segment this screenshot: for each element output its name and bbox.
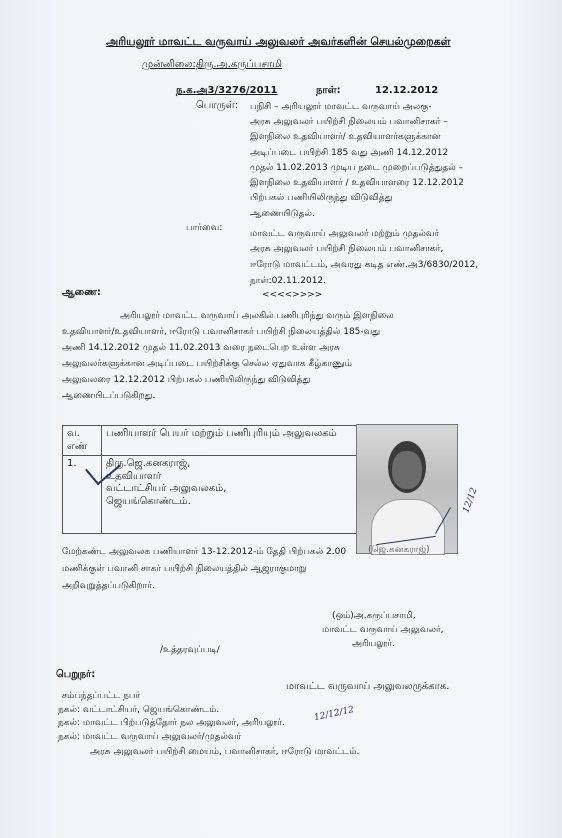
- reference-line: அரசு அலுவலர் பயிற்சி நிலையம் பவானிசாகர்,: [250, 244, 444, 254]
- relieve-line: அறிவுறுத்தப்படுகிறார்.: [62, 581, 155, 591]
- reference-line: ஈரோடு மாவட்டம், அவரது கடித எண்.அ3/6830/2012,: [250, 260, 479, 270]
- handwritten-initials: 12/12/12: [313, 704, 355, 724]
- photo-face: [392, 451, 422, 489]
- subject-line: இளநிலை உதவியாளர்/ உதவியாளர்களுக்கான: [250, 132, 441, 142]
- order-line: ஆணையிடப்படுகிறது.: [62, 391, 156, 401]
- relieve-line: மேற்கண்ட அலுவலக பணியாளர் 13-12.2012-ம் தேதி பிற்பகல் 2.00: [62, 547, 347, 557]
- subject-line: அரசு அலுவலர் பயிற்சி நிலையம் பவானிசாகர் –: [250, 117, 448, 127]
- reference-number: ந.க.அ3/3276/2011: [176, 85, 278, 96]
- order-line: அலுவலரை 12.12.2012 பிற்பகல் பணியிலிருந்து விடுவித்து: [62, 375, 311, 385]
- subject-line: முதல் 11.02.2013 முடிய நடை முறைப்படுத்துதல் –: [250, 163, 464, 173]
- column-header-sl: வ. எண்: [63, 426, 102, 456]
- subject-line: இளநிலை உதவியாளர் / உதவியாளரை 12.12.2012: [250, 178, 464, 188]
- signatory-designation: மாவட்ட வருவாய் அலுவலர்,: [322, 625, 444, 635]
- employee-photo: [356, 424, 458, 554]
- employee-cell: [102, 456, 362, 534]
- employee-location: ஜெயங்கொண்டம்.: [106, 495, 191, 507]
- distribution-line: சம்பந்தப்பட்ட நபர்: [62, 691, 141, 701]
- signatory-name: (ஒம்)அ.கருப்பசாமி,: [332, 611, 416, 621]
- true-copy-note: /உத்தரவுப்படி/: [160, 645, 220, 655]
- order-line: அணி 14.12.2012 முதல் 11.02.2013 வரை நடைபெற உள்ள அரசு: [62, 343, 340, 353]
- employee-name: திரு.ஜெ.கனகராஜ்,: [106, 458, 191, 469]
- distribution-line: நகல்: மாவட்ட வருவாய் அலுவலர்/முதல்வர்: [58, 732, 242, 742]
- office-title: அரியலூர் மாவட்ட வருவாய் அலுவலர் அவர்களின் செயல்முறைகள்: [106, 35, 451, 48]
- signatory-place: அரியலூர்.: [352, 639, 395, 649]
- order-line: உதவியாளர்/உதவியாளர், ஈரோடு பவானிசாகர் பயிற்சி நிலையத்தில் 185-வது: [62, 327, 381, 337]
- reference-line: நாள்:02.11.2012.: [250, 276, 327, 286]
- column-header-name: பணியாளர் பெயர் மற்றும் பணிபுரியும் அலுவலகம்: [102, 426, 362, 456]
- relieve-line: மணிக்குள் பவானி சாகர் பயிற்சி நிலையத்தில் ஆஜராகுமாறு: [62, 564, 307, 574]
- employee-office: வட்டாட்சியர் அலுவலகம்,: [106, 483, 227, 494]
- order-line: அலுவலர்களுக்கான அடிப்படை பயிற்சிக்கு செல்ல ஏதுவாக கீழ்காணும்: [62, 359, 352, 369]
- subject-line: பிற்பகல் பணியிலிருந்து விடுவித்து: [250, 193, 393, 203]
- reference-line: மாவட்ட வருவாய் அலுவலர் மற்றும் முதல்வர்: [250, 229, 440, 239]
- officer-line: முன்னிலை:திரு.அ.கருப்பசாமி: [142, 59, 282, 70]
- subject-line: அடிப்படை பயிற்சி 185 வது அணி 14.12.2012: [250, 148, 449, 158]
- reference-label: பார்வை:: [186, 223, 223, 233]
- employee-designation: உதவியாளர்: [106, 470, 162, 482]
- handwritten-initials: 12/12: [461, 486, 480, 515]
- sl-cell: 1.: [63, 456, 102, 534]
- distribution-line: நகல்: மாவட்ட பிற்படுத்தோர் நல அலுவலர், அரியலூர்.: [58, 718, 285, 728]
- photo-caption: (ஜெ.கனகராஜ்): [368, 545, 430, 555]
- subject-line: பநிசி – அரியலூர் மாவட்ட வருவாய் அலகு-: [250, 102, 432, 112]
- distribution-line: அரசு அலுவலர் பயிற்சி மையம், பவானிசாகர், ஈரோடு மாவட்டம்.: [90, 747, 360, 757]
- distribution-label: பெறுநர்:: [56, 669, 96, 680]
- distribution-line: நகல்: வட்டாட்சியர், ஜெயங்கொண்டம்.: [58, 705, 220, 715]
- date-value: 12.12.2012: [375, 85, 439, 96]
- subject-line: ஆணையிடுதல்.: [250, 209, 315, 219]
- for-office-line: மாவட்ட வருவாய் அலுவலருக்காக.: [286, 681, 450, 692]
- subject-label: பொருள்:: [196, 100, 239, 111]
- order-line: அரியலூர் மாவட்ட வருவாய் அலகில் பணிபுரிந்து வரும் இளநிலை: [120, 311, 394, 321]
- date-label: நாள்:: [316, 85, 341, 96]
- separator: <<<<>>>>: [262, 290, 323, 300]
- order-label: ஆணை:: [62, 287, 101, 298]
- staff-table: [62, 425, 362, 534]
